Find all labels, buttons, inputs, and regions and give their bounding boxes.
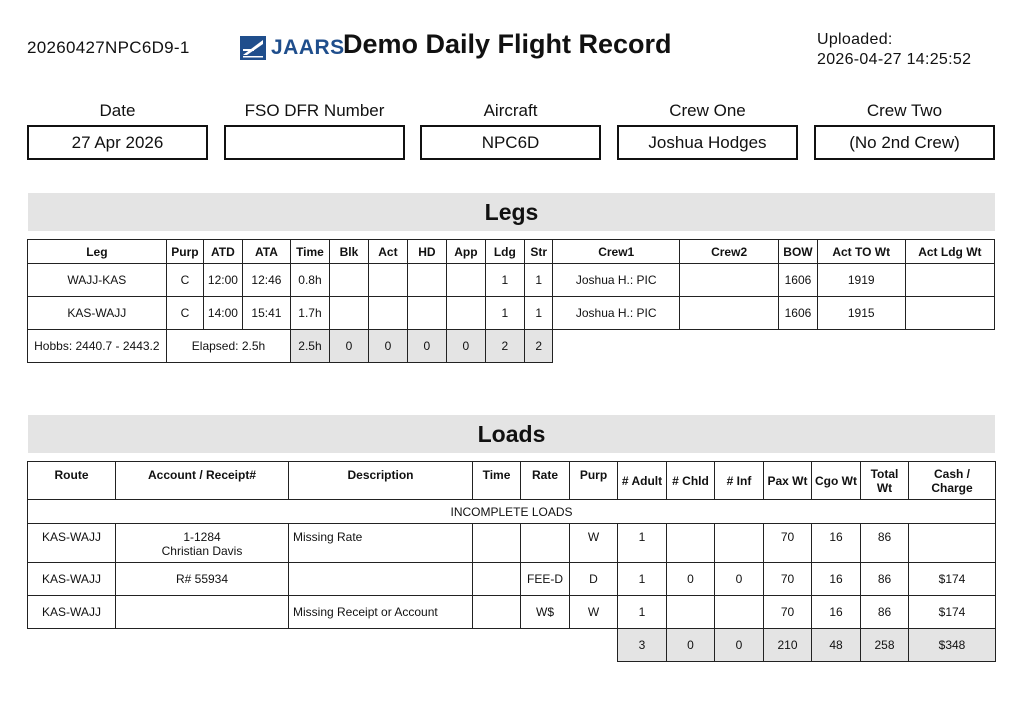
col-header-inf: # Inf (715, 462, 764, 500)
load-account-name: Christian Davis (161, 544, 243, 558)
load-total-wt: 86 (861, 596, 909, 629)
load-row (28, 596, 996, 629)
leg-blk (329, 264, 368, 297)
col-header-route: Route (28, 462, 116, 500)
leg-app (447, 264, 485, 297)
legs-section-title: Legs (28, 193, 995, 231)
col-header-time: Time (291, 240, 329, 264)
leg-route: KAS-WAJJ (28, 297, 167, 330)
leg-atd: 12:00 (204, 264, 242, 297)
crew-two-label: Crew Two (866, 101, 943, 120)
load-description: Missing Receipt or Account (289, 596, 473, 629)
total-act: 0 (369, 330, 407, 363)
leg-crew2 (680, 264, 779, 297)
leg-crew2 (680, 297, 779, 330)
col-header-str: Str (525, 240, 553, 264)
leg-hd (407, 297, 446, 330)
load-chld (667, 524, 715, 563)
col-header-blk: Blk (329, 240, 368, 264)
leg-act-to-wt: 1919 (817, 264, 905, 297)
load-row (28, 563, 996, 596)
col-header-app: App (447, 240, 485, 264)
leg-crew1: Joshua H.: PIC (553, 264, 680, 297)
empty-cell (553, 330, 995, 363)
legs-header-row (28, 240, 995, 264)
uploaded-timestamp: 2026-04-27 14:25:52 (817, 51, 972, 68)
total-time: 2.5h (291, 330, 329, 363)
total-ldg: 2 (485, 330, 524, 363)
col-header-ata: ATA (242, 240, 291, 264)
page-title: Demo Daily Flight Record (343, 29, 672, 59)
load-purp: W (570, 596, 618, 629)
leg-ldg: 1 (485, 297, 524, 330)
leg-crew1: Joshua H.: PIC (553, 297, 680, 330)
load-cash: $174 (909, 596, 996, 629)
total-str: 2 (525, 330, 553, 363)
incomplete-loads-row (28, 500, 996, 524)
load-rate: W$ (521, 596, 570, 629)
leg-row (28, 264, 995, 297)
load-route: KAS-WAJJ (28, 596, 116, 629)
col-header-total-wt: Total Wt (861, 462, 909, 500)
legs-table (27, 239, 995, 363)
leg-atd: 14:00 (204, 297, 242, 330)
jaars-logo (240, 36, 345, 60)
total-hd: 0 (407, 330, 446, 363)
total-total-wt: 258 (861, 629, 909, 662)
load-account (116, 524, 289, 563)
load-total-wt: 86 (861, 563, 909, 596)
load-time (473, 524, 521, 563)
leg-time: 0.8h (291, 264, 329, 297)
incomplete-loads-label: INCOMPLETE LOADS (28, 500, 996, 524)
col-header-rate: Rate (521, 462, 570, 500)
load-adult: 1 (618, 524, 667, 563)
col-header-hd: HD (407, 240, 446, 264)
load-chld (667, 596, 715, 629)
crew-one-field: Joshua Hodges (617, 125, 798, 160)
load-cash: $174 (909, 563, 996, 596)
logo-text: JAARS (271, 36, 345, 59)
loads-header-row (28, 462, 996, 500)
col-header-cash-charge: Cash / Charge (909, 462, 996, 500)
leg-purp: C (166, 264, 203, 297)
empty-cell (28, 629, 618, 662)
col-header-act-ldg-wt: Act Ldg Wt (905, 240, 994, 264)
total-cash: $348 (909, 629, 996, 662)
aircraft-logo-icon (240, 36, 266, 60)
load-route: KAS-WAJJ (28, 524, 116, 563)
load-rate: FEE-D (521, 563, 570, 596)
leg-purp: C (166, 297, 203, 330)
leg-act-to-wt: 1915 (817, 297, 905, 330)
leg-hd (407, 264, 446, 297)
col-header-account: Account / Receipt# (116, 462, 289, 500)
load-inf: 0 (715, 563, 764, 596)
leg-act (369, 264, 407, 297)
load-chld: 0 (667, 563, 715, 596)
leg-row (28, 297, 995, 330)
col-header-purp: Purp (570, 462, 618, 500)
load-adult: 1 (618, 596, 667, 629)
loads-totals-row (28, 629, 996, 662)
leg-time: 1.7h (291, 297, 329, 330)
load-route: KAS-WAJJ (28, 563, 116, 596)
leg-ldg: 1 (485, 264, 524, 297)
fso-dfr-number-field (224, 125, 405, 160)
load-rate (521, 524, 570, 563)
aircraft-label: Aircraft (483, 101, 538, 120)
load-purp: W (570, 524, 618, 563)
leg-act (369, 297, 407, 330)
uploaded-label: Uploaded: (817, 31, 893, 48)
col-header-crew2: Crew2 (680, 240, 779, 264)
col-header-pax-wt: Pax Wt (764, 462, 812, 500)
record-id: 20260427NPC6D9-1 (27, 38, 190, 57)
col-header-ldg: Ldg (485, 240, 524, 264)
load-pax-wt: 70 (764, 563, 812, 596)
load-description: Missing Rate (289, 524, 473, 563)
total-blk: 0 (329, 330, 368, 363)
load-purp: D (570, 563, 618, 596)
load-adult: 1 (618, 563, 667, 596)
load-account-number: 1-1284 (183, 530, 221, 544)
load-cgo-wt: 16 (812, 596, 861, 629)
load-cgo-wt: 16 (812, 524, 861, 563)
leg-act-ldg-wt (905, 264, 994, 297)
total-pax-wt: 210 (764, 629, 812, 662)
crew-two-field: (No 2nd Crew) (814, 125, 995, 160)
col-header-crew1: Crew1 (553, 240, 680, 264)
col-header-act: Act (369, 240, 407, 264)
elapsed-time: Elapsed: 2.5h (166, 330, 291, 363)
leg-blk (329, 297, 368, 330)
load-inf (715, 596, 764, 629)
hobbs-range: Hobbs: 2440.7 - 2443.2 (28, 330, 167, 363)
upload-info (817, 30, 971, 70)
col-header-leg: Leg (28, 240, 167, 264)
leg-str: 1 (525, 297, 553, 330)
col-header-description: Description (289, 462, 473, 500)
load-description (289, 563, 473, 596)
load-cash (909, 524, 996, 563)
total-chld: 0 (667, 629, 715, 662)
loads-table (27, 461, 996, 662)
leg-ata: 12:46 (242, 264, 291, 297)
col-header-time: Time (473, 462, 521, 500)
col-header-cgo-wt: Cgo Wt (812, 462, 861, 500)
load-account (116, 596, 289, 629)
col-header-bow: BOW (779, 240, 817, 264)
aircraft-field: NPC6D (420, 125, 601, 160)
leg-ata: 15:41 (242, 297, 291, 330)
col-header-adult: # Adult (618, 462, 667, 500)
load-account: R# 55934 (116, 563, 289, 596)
col-header-act-to-wt: Act TO Wt (817, 240, 905, 264)
col-header-chld: # Chld (667, 462, 715, 500)
load-time (473, 596, 521, 629)
load-pax-wt: 70 (764, 596, 812, 629)
total-app: 0 (447, 330, 485, 363)
total-cgo-wt: 48 (812, 629, 861, 662)
leg-str: 1 (525, 264, 553, 297)
leg-act-ldg-wt (905, 297, 994, 330)
loads-section-title: Loads (28, 415, 995, 453)
total-inf: 0 (715, 629, 764, 662)
crew-one-label: Crew One (669, 101, 746, 120)
load-inf (715, 524, 764, 563)
col-header-atd: ATD (204, 240, 242, 264)
leg-app (447, 297, 485, 330)
col-header-purp: Purp (166, 240, 203, 264)
date-label: Date (99, 101, 136, 120)
legs-totals-row (28, 330, 995, 363)
leg-bow: 1606 (779, 297, 817, 330)
date-field: 27 Apr 2026 (27, 125, 208, 160)
load-total-wt: 86 (861, 524, 909, 563)
leg-bow: 1606 (779, 264, 817, 297)
fso-dfr-number-label: FSO DFR Number (244, 101, 385, 120)
load-time (473, 563, 521, 596)
load-row (28, 524, 996, 563)
load-cgo-wt: 16 (812, 563, 861, 596)
total-adult: 3 (618, 629, 667, 662)
leg-route: WAJJ-KAS (28, 264, 167, 297)
load-pax-wt: 70 (764, 524, 812, 563)
